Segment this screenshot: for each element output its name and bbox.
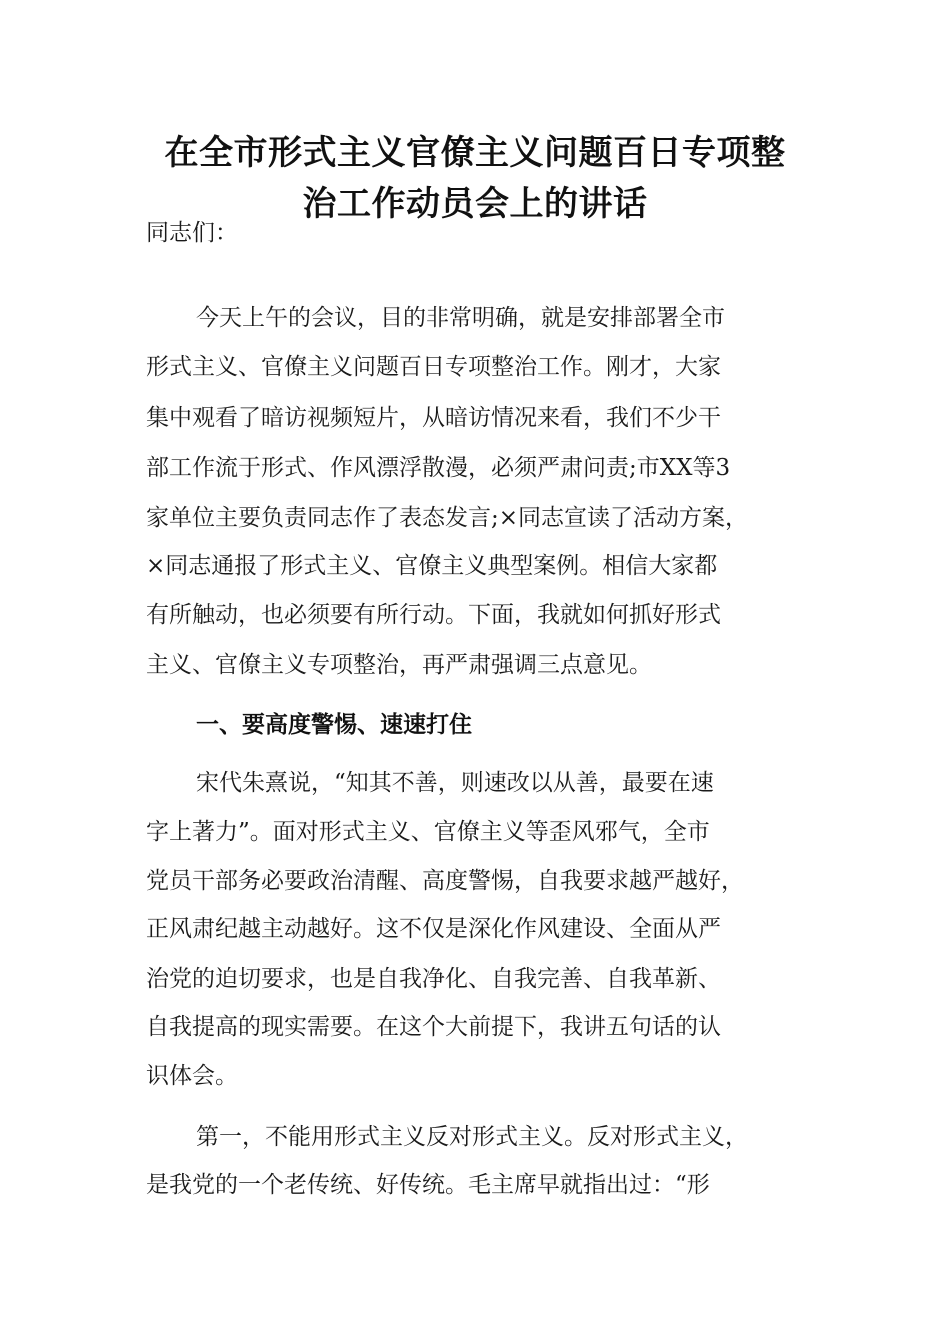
paragraph-1-line-5: 家单位主要负责同志作了表态发言;×同志宣读了活动方案， <box>146 505 749 531</box>
paragraph-3-line-2: 是我党的一个老传统、好传统。毛主席早就指出过：“形 <box>146 1172 710 1198</box>
paragraph-2-line-4: 正风肃纪越主动越好。这不仅是深化作风建设、全面从严 <box>146 916 721 942</box>
paragraph-2-line-7: 识体会。 <box>146 1063 238 1089</box>
paragraph-2-line-5: 治党的迫切要求，也是自我净化、自我完善、自我革新、 <box>146 966 721 992</box>
paragraph-1-line-7: 有所触动，也必须要有所行动。下面，我就如何抓好形式 <box>146 602 721 628</box>
paragraph-1-line-6: ×同志通报了形式主义、官僚主义典型案例。相信大家都 <box>146 553 718 579</box>
document-title-line-2: 治工作动员会上的讲话 <box>302 184 648 224</box>
paragraph-1-line-4: 部工作流于形式、作风漂浮散漫，必须严肃问责;市XX等3 <box>146 455 731 481</box>
paragraph-1-line-1: 今天上午的会议，目的非常明确，就是安排部署全市 <box>196 305 725 331</box>
paragraph-2-line-2: 字上著力”。面对形式主义、官僚主义等歪风邪气，全市 <box>146 819 710 845</box>
paragraph-1-line-2: 形式主义、官僚主义问题百日专项整治工作。刚才，大家 <box>146 354 721 380</box>
document-title-line-1: 在全市形式主义官僚主义问题百日专项整 <box>164 133 786 173</box>
salutation: 同志们： <box>146 220 238 246</box>
paragraph-2-line-3: 党员干部务必要政治清醒、高度警惕，自我要求越严越好， <box>146 868 744 894</box>
paragraph-3-line-1: 第一，不能用形式主义反对形式主义。反对形式主义， <box>196 1124 748 1150</box>
paragraph-2-line-6: 自我提高的现实需要。在这个大前提下，我讲五句话的认 <box>146 1014 721 1040</box>
paragraph-2-line-1: 宋代朱熹说，“知其不善，则速改以从善，最要在速 <box>196 770 714 796</box>
section-heading-1: 一、要高度警惕、速速打住 <box>196 712 472 738</box>
paragraph-1-line-8: 主义、官僚主义专项整治，再严肃强调三点意见。 <box>146 652 652 678</box>
paragraph-1-line-3: 集中观看了暗访视频短片，从暗访情况来看，我们不少干 <box>146 405 721 431</box>
